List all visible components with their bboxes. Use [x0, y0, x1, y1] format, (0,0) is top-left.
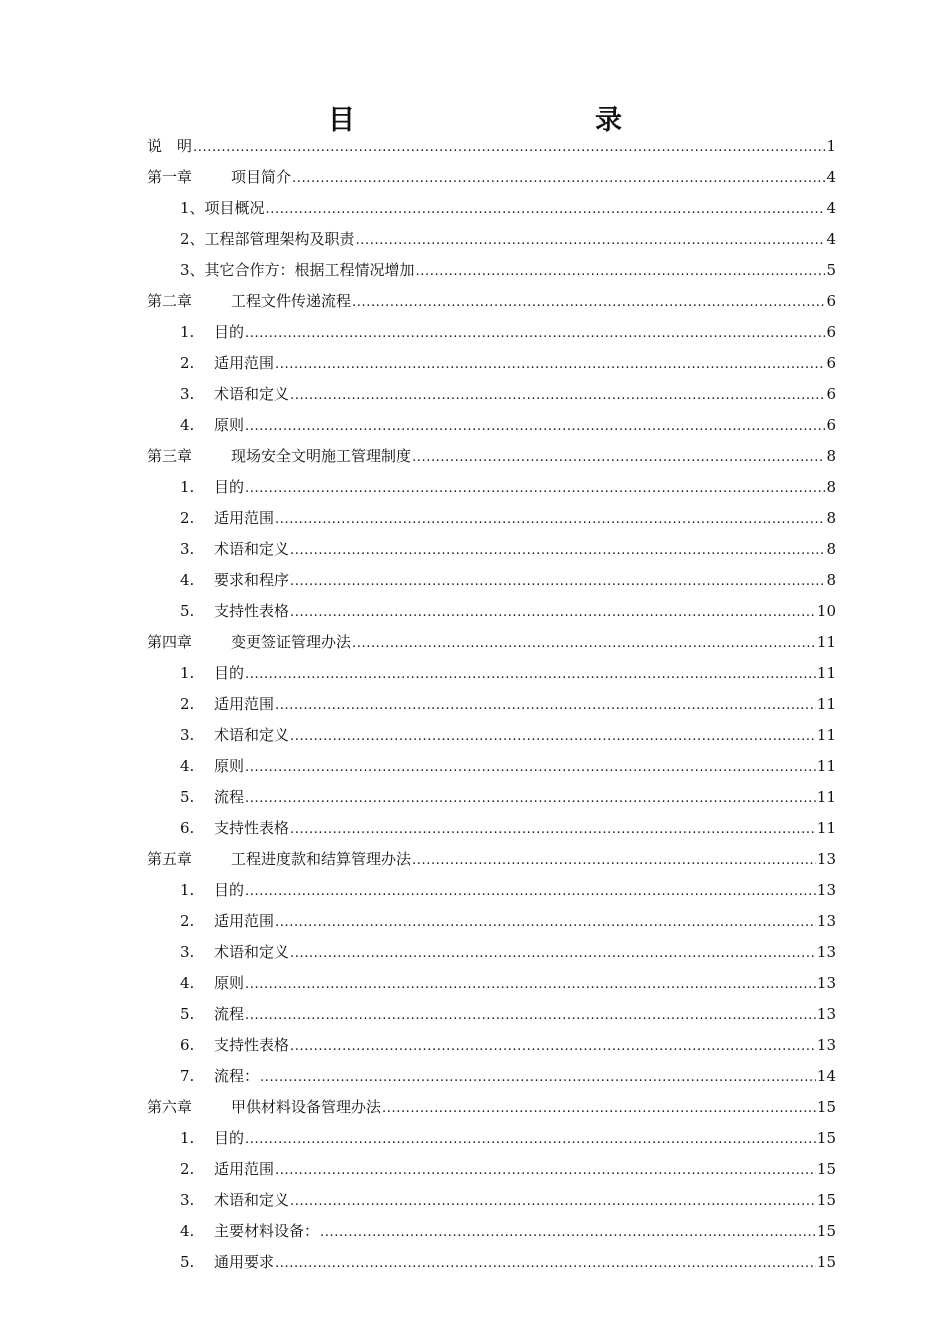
- toc-entry[interactable]: [147, 592, 836, 623]
- toc-entry-label: 适用范围: [214, 509, 275, 527]
- toc-entry-number: 5.: [180, 788, 195, 806]
- toc-entry-page: 4: [826, 168, 836, 186]
- toc-entry-page: 13: [816, 1036, 836, 1054]
- toc-entry-label: 通用要求: [214, 1253, 275, 1271]
- toc-entry[interactable]: [147, 1026, 836, 1057]
- toc-entry[interactable]: [147, 499, 836, 530]
- dot-leader: [412, 850, 816, 868]
- toc-entry-number: 6.: [180, 1036, 195, 1054]
- toc-entry-number: 1.: [180, 1129, 195, 1147]
- toc-entry-label: 现场安全文明施工管理制度: [231, 447, 412, 465]
- toc-entry[interactable]: [147, 840, 836, 871]
- dot-leader: [260, 1067, 816, 1085]
- dot-leader: [245, 974, 816, 992]
- toc-entry-number: 7.: [180, 1067, 195, 1085]
- toc-entry[interactable]: [147, 964, 836, 995]
- toc-entry[interactable]: [147, 1088, 836, 1119]
- toc-entry-label: 流程: [214, 1005, 245, 1023]
- toc-entry-label: 适用范围: [214, 354, 275, 372]
- dot-leader: [275, 1253, 816, 1271]
- toc-entry-page: 4: [826, 199, 836, 217]
- toc-entry-number: 3.: [180, 385, 195, 403]
- toc-entry[interactable]: [147, 747, 836, 778]
- toc-entry-label: 要求和程序: [214, 571, 290, 589]
- toc-entry-number: 4.: [180, 416, 195, 434]
- toc-entry-page: 13: [816, 974, 836, 992]
- toc-entry-number: 第二章: [147, 292, 193, 310]
- toc-entry-number: 4.: [180, 1222, 195, 1240]
- toc-entry-number: 第一章: [147, 168, 193, 186]
- dot-leader: [245, 416, 825, 434]
- dot-leader: [416, 261, 826, 279]
- dot-leader: [292, 168, 825, 186]
- toc-entry-page: 6: [826, 292, 836, 310]
- toc-entry[interactable]: [147, 716, 836, 747]
- toc-entry[interactable]: [147, 654, 836, 685]
- toc-entry-label: 说 明: [147, 137, 193, 155]
- toc-entry-number: 第五章: [147, 850, 193, 868]
- toc-entry-page: 4: [826, 230, 836, 248]
- dot-leader: [290, 1191, 816, 1209]
- toc-entry-page: 13: [816, 912, 836, 930]
- toc-entry-label: 支持性表格: [214, 819, 290, 837]
- toc-entry-label: 2、工程部管理架构及职责: [180, 230, 355, 248]
- dot-leader: [290, 602, 816, 620]
- toc-entry-label: 主要材料设备：: [214, 1222, 320, 1240]
- toc-entry-page: 6: [826, 323, 836, 341]
- dot-leader: [290, 1036, 816, 1054]
- toc-entry-label: 3、其它合作方：根据工程情况增加: [180, 261, 415, 279]
- toc-entry-page: 11: [816, 819, 836, 837]
- toc-entry[interactable]: [147, 809, 836, 840]
- toc-entry[interactable]: [147, 158, 836, 189]
- toc-entry-page: 13: [816, 943, 836, 961]
- toc-entry[interactable]: [147, 344, 836, 375]
- toc-entry-page: 11: [816, 757, 836, 775]
- toc-entry-label: 变更签证管理办法: [231, 633, 352, 651]
- toc-entry-label: 目的: [214, 1129, 245, 1147]
- toc-entry-page: 13: [816, 1005, 836, 1023]
- toc-entry-number: 3.: [180, 1191, 195, 1209]
- toc-entry-label: 工程进度款和结算管理办法: [231, 850, 412, 868]
- toc-entry[interactable]: [147, 871, 836, 902]
- dot-leader: [320, 1222, 816, 1240]
- dot-leader: [245, 1129, 816, 1147]
- dot-leader: [352, 292, 825, 310]
- dot-leader: [245, 478, 825, 496]
- toc-entry-page: 15: [816, 1222, 836, 1240]
- toc-entry-number: 2.: [180, 509, 195, 527]
- toc-entry-page: 5: [826, 261, 836, 279]
- toc-entry-page: 11: [816, 633, 836, 651]
- toc-entry[interactable]: [147, 902, 836, 933]
- toc-entry-page: 11: [816, 695, 836, 713]
- dot-leader: [352, 633, 816, 651]
- toc-entry-page: 11: [816, 664, 836, 682]
- toc-entry[interactable]: [147, 995, 836, 1026]
- toc-entry[interactable]: [147, 685, 836, 716]
- dot-leader: [245, 788, 816, 806]
- toc-entry-page: 1: [826, 137, 836, 155]
- toc-entry[interactable]: [147, 189, 836, 220]
- toc-entry[interactable]: [147, 468, 836, 499]
- toc-entry[interactable]: [147, 251, 836, 282]
- dot-leader: [275, 354, 825, 372]
- toc-entry-page: 8: [826, 540, 836, 558]
- toc-entry-label: 术语和定义: [214, 385, 290, 403]
- dot-leader: [290, 571, 825, 589]
- toc-entry-label: 原则: [214, 974, 245, 992]
- toc-entry-label: 支持性表格: [214, 602, 290, 620]
- dot-leader: [266, 199, 826, 217]
- toc-entry[interactable]: [147, 220, 836, 251]
- toc-entry-number: 3.: [180, 943, 195, 961]
- dot-leader: [412, 447, 825, 465]
- toc-entry-label: 目的: [214, 881, 245, 899]
- toc-entry-number: 4.: [180, 571, 195, 589]
- toc-entry-label: 原则: [214, 757, 245, 775]
- toc-entry-page: 6: [826, 416, 836, 434]
- dot-leader: [356, 230, 826, 248]
- toc-entry-page: 6: [826, 354, 836, 372]
- toc-entry-page: 8: [826, 571, 836, 589]
- dot-leader: [245, 664, 816, 682]
- toc-entry-number: 2.: [180, 354, 195, 372]
- dot-leader: [290, 540, 825, 558]
- page-title: 目 录: [328, 105, 684, 136]
- table-of-contents: [147, 131, 836, 1274]
- toc-entry-number: 1.: [180, 881, 195, 899]
- toc-entry-page: 15: [816, 1191, 836, 1209]
- toc-entry-number: 5.: [180, 1005, 195, 1023]
- toc-entry-number: 1.: [180, 664, 195, 682]
- dot-leader: [275, 695, 816, 713]
- toc-entry-label: 适用范围: [214, 1160, 275, 1178]
- toc-entry[interactable]: [147, 1119, 836, 1150]
- toc-entry[interactable]: [147, 1057, 836, 1088]
- toc-entry-label: 流程：: [214, 1067, 260, 1085]
- toc-entry-page: 15: [816, 1098, 836, 1116]
- dot-leader: [275, 912, 816, 930]
- toc-entry[interactable]: [147, 1150, 836, 1181]
- dot-leader: [290, 726, 816, 744]
- toc-entry-number: 3.: [180, 726, 195, 744]
- toc-entry-label: 术语和定义: [214, 943, 290, 961]
- dot-leader: [193, 137, 825, 155]
- toc-entry[interactable]: [147, 375, 836, 406]
- toc-entry-page: 15: [816, 1129, 836, 1147]
- toc-entry-page: 6: [826, 385, 836, 403]
- toc-entry-page: 8: [826, 478, 836, 496]
- toc-entry-label: 项目简介: [231, 168, 292, 186]
- toc-entry-number: 1.: [180, 323, 195, 341]
- toc-entry-label: 甲供材料设备管理办法: [231, 1098, 382, 1116]
- toc-entry-number: 2.: [180, 1160, 195, 1178]
- toc-entry-number: 第三章: [147, 447, 193, 465]
- toc-entry[interactable]: [147, 313, 836, 344]
- toc-entry-page: 13: [816, 850, 836, 868]
- toc-entry-page: 15: [816, 1253, 836, 1271]
- toc-entry[interactable]: [147, 1212, 836, 1243]
- toc-entry-page: 11: [816, 726, 836, 744]
- toc-entry-label: 适用范围: [214, 695, 275, 713]
- toc-entry[interactable]: [147, 778, 836, 809]
- toc-entry[interactable]: [147, 561, 836, 592]
- toc-entry[interactable]: [147, 282, 836, 313]
- toc-entry-page: 15: [816, 1160, 836, 1178]
- toc-entry-label: 术语和定义: [214, 1191, 290, 1209]
- dot-leader: [275, 1160, 816, 1178]
- toc-entry[interactable]: [147, 1243, 836, 1274]
- toc-entry-label: 原则: [214, 416, 245, 434]
- dot-leader: [290, 385, 825, 403]
- toc-entry[interactable]: [147, 131, 836, 158]
- toc-entry-page: 8: [826, 447, 836, 465]
- toc-entry-number: 6.: [180, 819, 195, 837]
- toc-entry-label: 术语和定义: [214, 540, 290, 558]
- toc-entry-page: 11: [816, 788, 836, 806]
- toc-entry-label: 目的: [214, 323, 245, 341]
- dot-leader: [245, 1005, 816, 1023]
- toc-entry-number: 2.: [180, 912, 195, 930]
- toc-entry-page: 10: [816, 602, 836, 620]
- toc-entry[interactable]: [147, 437, 836, 468]
- toc-entry-label: 适用范围: [214, 912, 275, 930]
- toc-entry-page: 14: [816, 1067, 836, 1085]
- toc-entry[interactable]: [147, 623, 836, 654]
- dot-leader: [245, 881, 816, 899]
- toc-entry-number: 第六章: [147, 1098, 193, 1116]
- toc-entry-label: 流程: [214, 788, 245, 806]
- toc-entry-label: 1、项目概况: [180, 199, 265, 217]
- toc-entry-number: 5.: [180, 1253, 195, 1271]
- toc-entry-label: 工程文件传递流程: [231, 292, 352, 310]
- toc-entry-number: 3.: [180, 540, 195, 558]
- toc-entry-label: 目的: [214, 664, 245, 682]
- toc-entry-page: 8: [826, 509, 836, 527]
- toc-entry-page: 13: [816, 881, 836, 899]
- toc-entry-number: 4.: [180, 974, 195, 992]
- toc-entry-label: 支持性表格: [214, 1036, 290, 1054]
- toc-entry[interactable]: [147, 530, 836, 561]
- toc-entry-number: 1.: [180, 478, 195, 496]
- toc-entry[interactable]: [147, 933, 836, 964]
- toc-entry-number: 5.: [180, 602, 195, 620]
- dot-leader: [382, 1098, 816, 1116]
- dot-leader: [290, 819, 816, 837]
- dot-leader: [275, 509, 825, 527]
- toc-entry-label: 术语和定义: [214, 726, 290, 744]
- toc-entry-number: 2.: [180, 695, 195, 713]
- toc-entry-label: 目的: [214, 478, 245, 496]
- dot-leader: [245, 757, 816, 775]
- toc-entry-number: 4.: [180, 757, 195, 775]
- toc-entry-number: 第四章: [147, 633, 193, 651]
- dot-leader: [245, 323, 825, 341]
- toc-entry[interactable]: [147, 406, 836, 437]
- dot-leader: [290, 943, 816, 961]
- toc-entry[interactable]: [147, 1181, 836, 1212]
